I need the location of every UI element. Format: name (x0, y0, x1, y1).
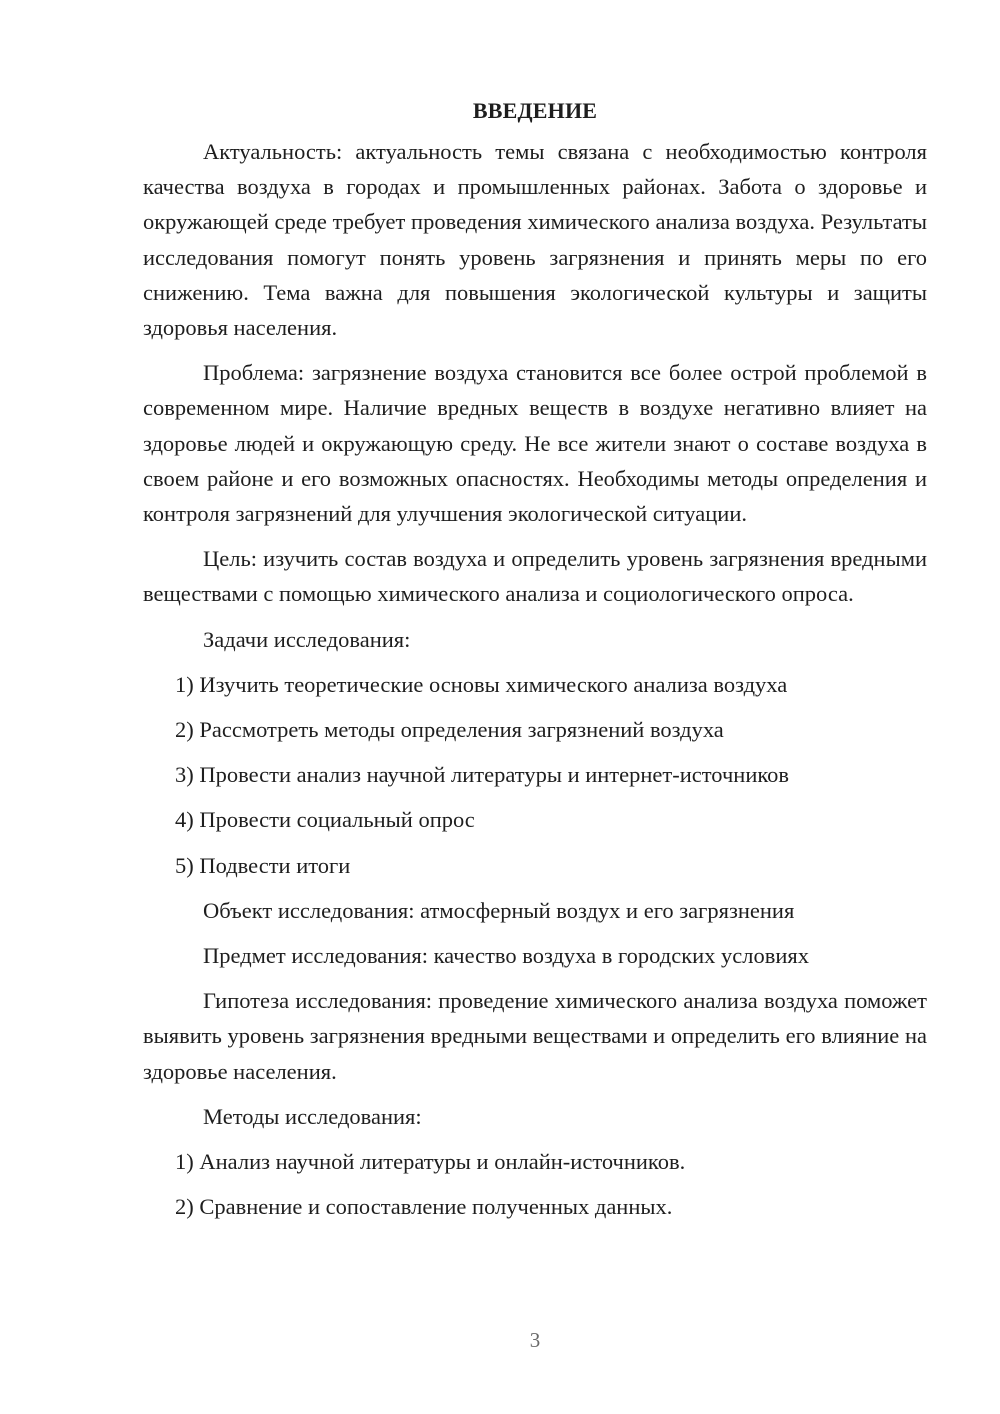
methods-title: Методы исследования: (203, 1103, 422, 1129)
list-item: 2) Рассмотреть методы определения загрязнений воздуха (175, 717, 724, 743)
page-content (143, 90, 927, 1234)
object-line: Объект исследования: атмосферный воздух и его загрязнения (203, 897, 795, 923)
relevance-paragraph: Актуальность: актуальность темы связана с необходимостью контроля качества воздуха в городах и промышленных районах. Забота о здоровье и окружающей среде требует проведения химического анализа воздуха. Результаты исследования помогут понять уровень загрязнения и принять меры по его снижению. Тема важна для повышения экологической культуры и защиты здоровья населения. (143, 139, 927, 341)
section-heading: ВВЕДЕНИЕ (472, 98, 598, 123)
goal-paragraph: Цель: изучить состав воздуха и определить уровень загрязнения вредными веществами с помощью химического анализа и социологического опроса. (143, 546, 927, 607)
hypothesis-paragraph: Гипотеза исследования: проведение химического анализа воздуха поможет выявить уровень загрязнения вредными веществами и определить его влияние на здоровье населения. (143, 988, 927, 1084)
methods-list (143, 1144, 927, 1224)
list-item: 5) Подвести итоги (175, 852, 351, 878)
list-item: 1) Анализ научной литературы и онлайн-источников. (175, 1149, 686, 1175)
tasks-list (143, 667, 927, 883)
list-item: 2) Сравнение и сопоставление полученных данных. (175, 1194, 673, 1220)
list-item: 3) Провести анализ научной литературы и интернет-источников (175, 762, 790, 788)
list-item: 1) Изучить теоретические основы химического анализа воздуха (175, 671, 788, 697)
tasks-title: Задачи исследования: (203, 626, 411, 652)
page-number: 3 (529, 1328, 541, 1352)
problem-paragraph: Проблема: загрязнение воздуха становится все более острой проблемой в современном мире. Наличие вредных веществ в воздухе негативно влияет на здоровье людей и окружающую среду. Не все жители знают о составе воздуха в своем районе и его возможных опасностях. Необходимы методы определения и контроля загрязнений для улучшения экологической ситуации. (143, 360, 927, 527)
subject-line: Предмет исследования: качество воздуха в городских условиях (203, 943, 810, 969)
list-item: 4) Провести социальный опрос (175, 807, 475, 833)
